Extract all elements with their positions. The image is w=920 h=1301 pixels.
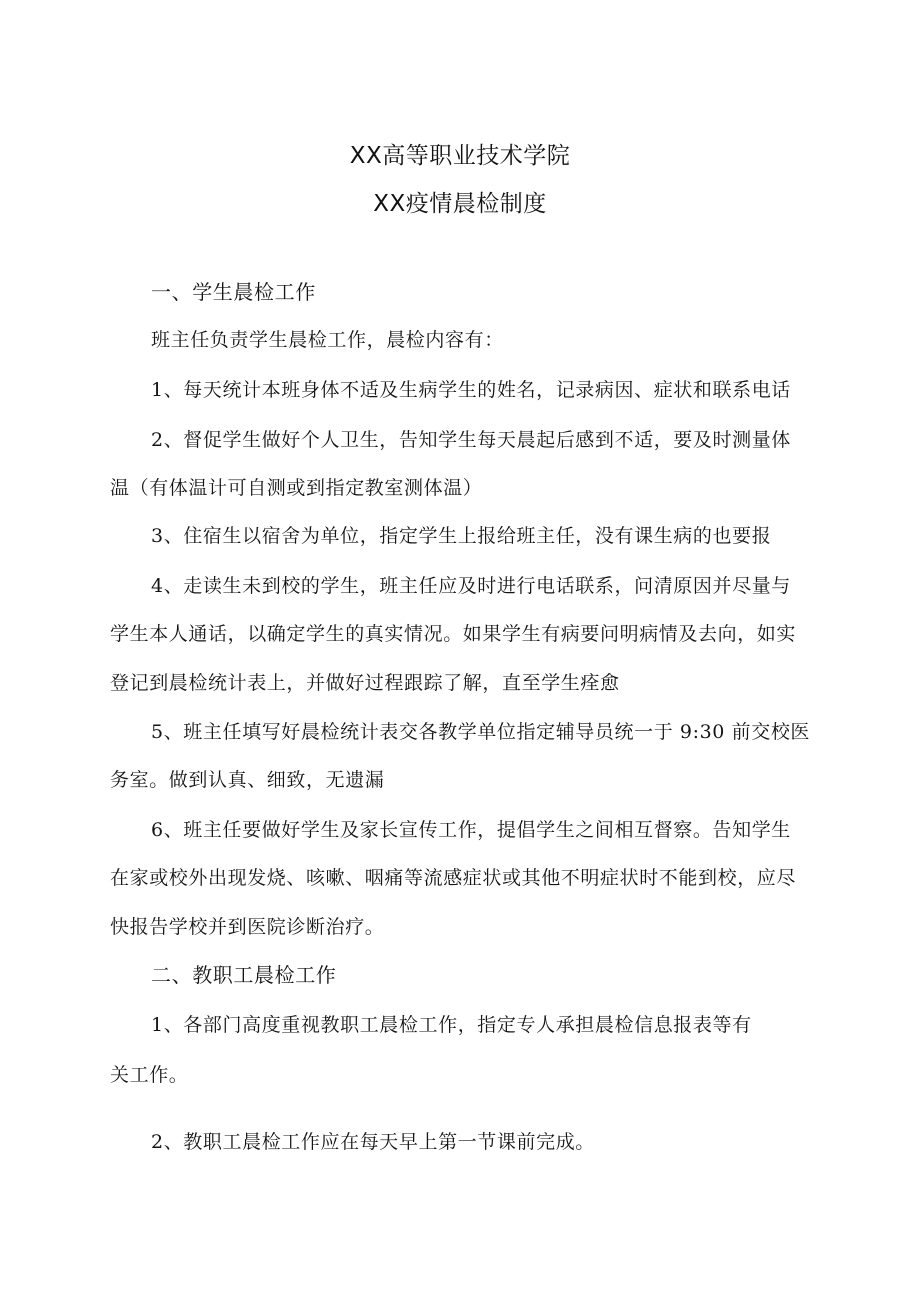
paragraph-line: 3、住宿生以宿舍为单位，指定学生上报给班主任，没有课生病的也要报 xyxy=(151,525,772,547)
paragraph-line: 2、教职工晨检工作应在每天早上第一节课前完成。 xyxy=(151,1131,595,1153)
paragraph-line: 学生本人通话，以确定学生的真实情况。如果学生有病要问明病情及去向，如实 xyxy=(110,623,797,645)
paragraph-line: 在家或校外出现发烧、咳嗽、咽痛等流感症状或其他不明症状时不能到校，应尽 xyxy=(110,867,797,889)
paragraph-line: 1、每天统计本班身体不适及生病学生的姓名，记录病因、症状和联系电话 xyxy=(151,379,791,401)
section-heading-staff: 二、教职工晨检工作 xyxy=(151,963,337,987)
paragraph-line: 班主任负责学生晨检工作，晨检内容有： xyxy=(151,329,504,351)
section-heading-students: 一、学生晨检工作 xyxy=(151,280,316,304)
school-title: XX高等职业技术学院 xyxy=(349,143,571,169)
document-title: XX疫情晨检制度 xyxy=(373,191,547,217)
paragraph-line: 4、走读生未到校的学生，班主任应及时进行电话联系，问清原因并尽量与 xyxy=(151,575,791,597)
paragraph-line: 1、各部门高度重视教职工晨检工作，指定专人承担晨检信息报表等有 xyxy=(151,1014,752,1036)
paragraph-line: 温（有体温计可自测或到指定教室测体温） xyxy=(110,477,483,499)
paragraph-line: 6、班主任要做好学生及家长宣传工作，提倡学生之间相互督察。告知学生 xyxy=(151,819,791,841)
paragraph-line: 关工作。 xyxy=(110,1064,189,1086)
paragraph-line: 2、督促学生做好个人卫生，告知学生每天晨起后感到不适，要及时测量体 xyxy=(151,429,791,451)
paragraph-line: 登记到晨检统计表上，并做好过程跟踪了解，直至学生痊愈 xyxy=(110,672,620,694)
paragraph-line: 5、班主任填写好晨检统计表交各教学单位指定辅导员统一于 9:30 前交校医 xyxy=(151,721,811,743)
paragraph-line: 快报告学校并到医院诊断治疗。 xyxy=(110,916,385,938)
paragraph-line: 务室。做到认真、细致，无遗漏 xyxy=(110,769,385,791)
